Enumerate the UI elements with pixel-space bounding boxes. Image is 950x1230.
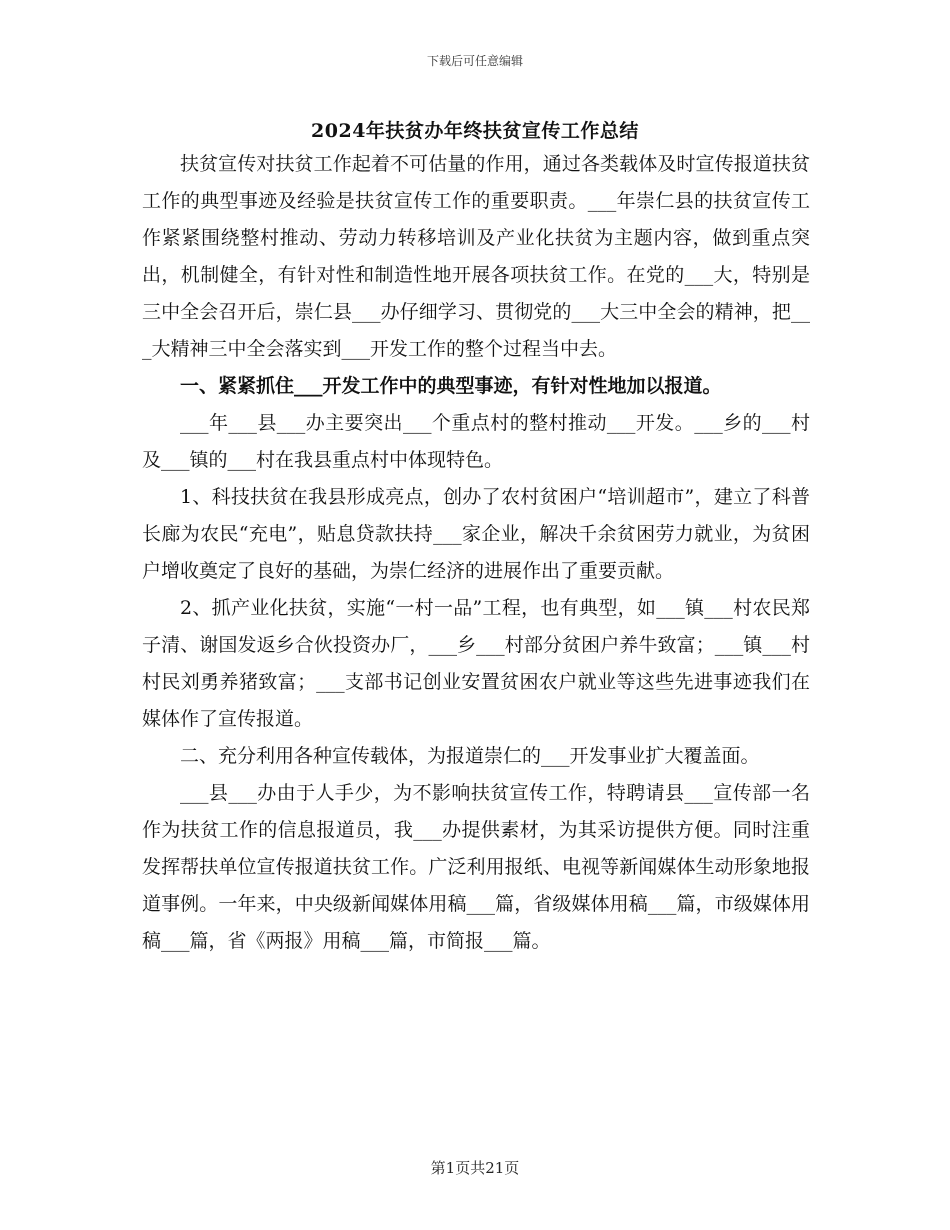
document-body: [142, 146, 810, 960]
paragraph-industry-poverty: 2、抓产业化扶贫，实施“一村一品”工程，也有典型，如___镇___村农民郑子清、谢国发返乡合伙投资办厂，___乡___村部分贫困户养牛致富；___镇___村村民刘勇养猪致富；___支部书记创业安置贫困农户就业等这些先进事迹我们在媒体作了宣传报道。: [142, 597, 810, 730]
page-header-note: 下载后可任意编辑: [426, 54, 523, 68]
document-title: 2024年扶贫办年终扶贫宣传工作总结: [311, 120, 639, 142]
paragraph-intro: 扶贫宣传对扶贫工作起着不可估量的作用，通过各类载体及时宣传报道扶贫工作的典型事迹及经验是扶贫宣传工作的重要职责。___年崇仁县的扶贫宣传工作紧紧围绕整村推动、劳动力转移培训及产业化扶贫为主题内容，做到重点突出，机制健全，有针对性和制造性地开展各项扶贫工作。在党的___大，特别是三中全会召开后，崇仁县___办仔细学习、贯彻党的___大三中全会的精神，把___大精神三中全会落实到___开发工作的整个过程当中去。: [142, 153, 810, 360]
paragraph-key-villages: ___年___县___办主要突出___个重点村的整村推动___开发。___乡的___村及___镇的___村在我县重点村中体现特色。: [142, 412, 810, 471]
section-heading-2: 二、充分利用各种宣传载体，为报道崇仁的___开发事业扩大覆盖面。: [180, 745, 760, 767]
section-heading-1: 一、紧紧抓住___开发工作中的典型事迹，有针对性地加以报道。: [180, 375, 722, 397]
paragraph-media-coverage: ___县___办由于人手少，为不影响扶贫宣传工作，特聘请县___宣传部一名作为扶贫工作的信息报道员，我___办提供素材，为其采访提供方便。同时注重发挥帮扶单位宣传报道扶贫工作。广泛利用报纸、电视等新闻媒体生动形象地报道事例。一年来，中央级新闻媒体用稿___篇，省级媒体用稿___篇，市级媒体用稿___篇，省《两报》用稿___篇，市简报___篇。: [142, 782, 810, 952]
paragraph-tech-poverty: 1、科技扶贫在我县形成亮点，创办了农村贫困户“培训超市”，建立了科普长廊为农民“充电”，贴息贷款扶持___家企业，解决千余贫困劳力就业，为贫困户增收奠定了良好的基础，为崇仁经济的进展作出了重要贡献。: [142, 486, 810, 582]
page-number-footer: 第1页共21页: [430, 1159, 520, 1177]
